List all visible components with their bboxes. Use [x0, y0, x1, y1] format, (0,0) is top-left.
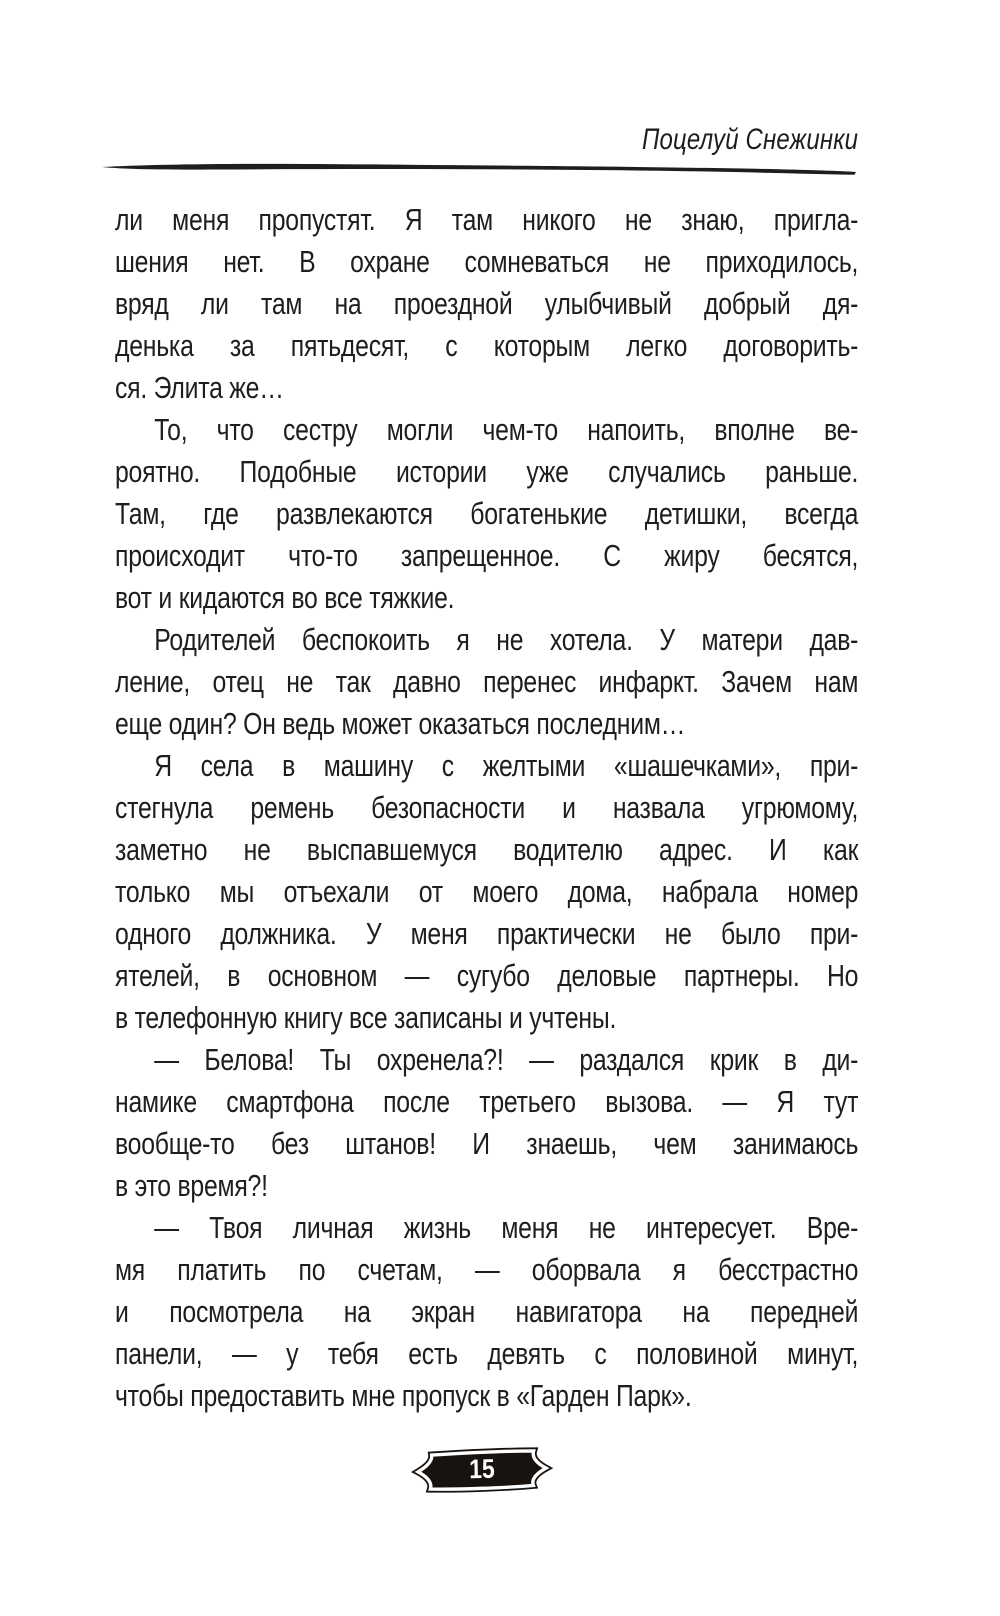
text-line: заметно не выспавшемуся водителю адрес. И как: [115, 832, 859, 867]
text-line: вообще-то без штанов! И знаешь, чем занимаюсь: [115, 1126, 859, 1161]
text-line: Родителей беспокоить я не хотела. У матери дав-: [154, 622, 859, 657]
paragraph: [115, 199, 858, 409]
text-line: роятно. Подобные истории уже случались раньше.: [115, 454, 859, 489]
text-line: ся. Элита же…: [115, 370, 284, 405]
text-line: ятелей, в основном — сугубо деловые партнеры. Но: [115, 958, 859, 993]
text-line: — Белова! Ты охренела?! — раздался крик в ди-: [154, 1042, 859, 1077]
text-line: стегнула ремень безопасности и назвала угрюмому,: [115, 790, 859, 825]
text-column: [115, 0, 858, 1616]
text-line: шения нет. В охране сомневаться не приходилось,: [115, 244, 859, 279]
text-line: ли меня пропустят. Я там никого не знаю, пригла-: [115, 202, 859, 237]
paragraph: [115, 619, 858, 745]
text-line: вот и кидаются во все тяжкие.: [115, 580, 455, 615]
text-line: происходит что-то запрещенное. С жиру бесятся,: [115, 538, 859, 573]
text-line: одного должника. У меня практически не было при-: [115, 916, 859, 951]
paragraph: [115, 409, 858, 619]
text-line: намике смартфона после третьего вызова. — Я тут: [115, 1084, 859, 1119]
page-number: 15: [468, 1453, 496, 1484]
page-number-badge: [415, 1447, 550, 1494]
text-line: чтобы предоставить мне пропуск в «Гарден Парк».: [115, 1378, 692, 1413]
text-line: в телефонную книгу все записаны и учтены.: [115, 1000, 617, 1035]
text-line: панели, — у тебя есть девять с половиной минут,: [115, 1336, 859, 1371]
text-line: Там, где развлекаются богатенькие детишки, всегда: [115, 496, 859, 531]
text-line: еще один? Он ведь может оказаться последним…: [115, 706, 686, 741]
text-line: мя платить по счетам, — оборвала я бесстрастно: [115, 1252, 859, 1287]
text-line: только мы отъехали от моего дома, набрала номер: [115, 874, 859, 909]
text-line: ление, отец не так давно перенес инфаркт. Зачем нам: [115, 664, 859, 699]
text-line: — Твоя личная жизнь меня не интересует. Вре-: [154, 1210, 859, 1245]
text-line: То, что сестру могли чем-то напоить, вполне ве-: [154, 412, 859, 447]
text-line: и посмотрела на экран навигатора на передней: [115, 1294, 859, 1329]
text-line: денька за пятьдесят, с которым легко договорить-: [115, 328, 859, 363]
text-line: вряд ли там на проездной улыбчивый добрый дя-: [115, 286, 859, 321]
paragraph: [115, 1207, 858, 1417]
text-line: Я села в машину с желтыми «шашечками», при-: [154, 748, 859, 783]
paragraph: [115, 745, 858, 1039]
running-title: Поцелуй Снежинки: [641, 123, 859, 156]
text-line: в это время?!: [115, 1168, 268, 1203]
body-text: [115, 199, 858, 1417]
paragraph: [115, 1039, 858, 1207]
